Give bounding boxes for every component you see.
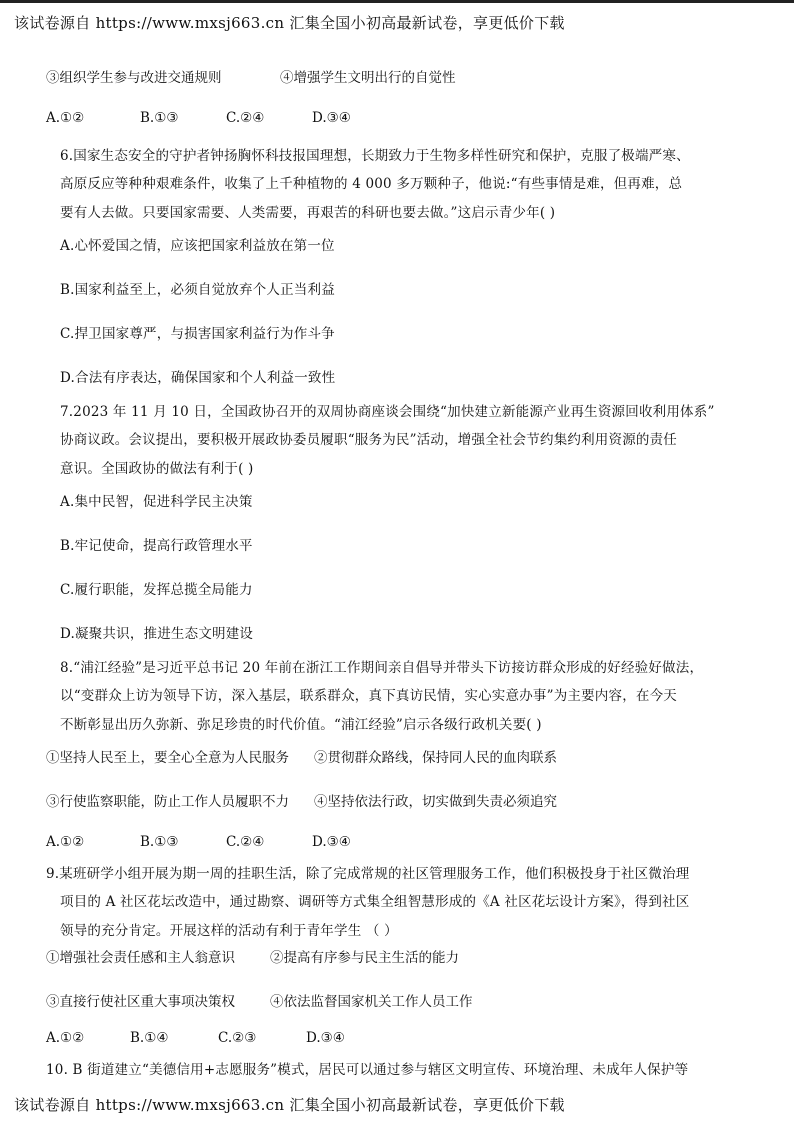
q9-option-c: C.②③ xyxy=(218,1030,257,1046)
q8-option-d: D.③④ xyxy=(312,834,351,850)
q7-stem-line-1: 7.2023 年 11 月 10 日，全国政协召开的双周协商座谈会围绕“加快建立新能源产业再生资源回收利用体系” xyxy=(60,404,715,420)
q8-statement-1: ①坚持人民至上，要全心全意为人民服务 xyxy=(46,750,289,766)
q5-option-a: A.①② xyxy=(46,110,85,126)
q8-stem-line-1: 8.“浦江经验”是习近平总书记 20 年前在浙江工作期间亲自倡导并带头下访接访群众形成的好经验好做法， xyxy=(60,660,704,676)
q9-statement-2: ②提高有序参与民主生活的能力 xyxy=(270,950,459,966)
q8-option-a: A.①② xyxy=(46,834,85,850)
q5-option-d: D.③④ xyxy=(312,110,351,126)
source-banner-top: 该试卷源自 https://www.mxsj663.cn 汇集全国小初高最新试卷，享更低价下载 xyxy=(14,14,565,32)
q6-choice-a: A.心怀爱国之情，应该把国家利益放在第一位 xyxy=(60,238,335,254)
q7-choice-b: B.牢记使命，提高行政管理水平 xyxy=(60,538,253,554)
q9-statement-1: ①增强社会责任感和主人翁意识 xyxy=(46,950,235,966)
q9-stem-line-1: 9.某班研学小组开展为期一周的挂职生活，除了完成常规的社区管理服务工作，他们积极投身于社区微治理 xyxy=(46,866,690,882)
q8-statement-4: ④坚持依法行政，切实做到失责必须追究 xyxy=(314,794,557,810)
q9-stem-line-3: 领导的充分肯定。开展这样的活动有利于青年学生 （ ） xyxy=(60,923,398,939)
q9-option-d: D.③④ xyxy=(306,1030,345,1046)
q8-stem-line-2: 以“变群众上访为领导下访，深入基层，联系群众，真下真访民情，实心实意办事”为主要内容，在今天 xyxy=(60,688,678,704)
q5-option-b: B.①③ xyxy=(140,110,179,126)
top-rule xyxy=(0,0,794,3)
q8-option-b: B.①③ xyxy=(140,834,179,850)
q6-choice-d: D.合法有序表达，确保国家和个人利益一致性 xyxy=(60,370,336,386)
q6-choice-c: C.捍卫国家尊严，与损害国家利益行为作斗争 xyxy=(60,326,335,342)
q5-statement-4: ④增强学生文明出行的自觉性 xyxy=(280,70,456,86)
q8-statement-2: ②贯彻群众路线，保持同人民的血肉联系 xyxy=(314,750,557,766)
q9-statement-3: ③直接行使社区重大事项决策权 xyxy=(46,994,235,1010)
q5-option-c: C.②④ xyxy=(226,110,265,126)
q10-stem-line-1: 10. B 街道建立“美德信用+志愿服务”模式，居民可以通过参与辖区文明宣传、环境治理、未成年人保护等 xyxy=(46,1062,689,1078)
q9-statement-4: ④依法监督国家机关工作人员工作 xyxy=(270,994,473,1010)
q9-stem-line-2: 项目的 A 社区花坛改造中，通过勘察、调研等方式集全组智慧形成的《A 社区花坛设计方案》，得到社区 xyxy=(60,894,690,910)
q7-choice-c: C.履行职能，发挥总揽全局能力 xyxy=(60,582,253,598)
q6-stem-line-3: 要有人去做。只要国家需要、人类需要，再艰苦的科研也要去做。”这启示青少年( ) xyxy=(60,205,556,221)
source-banner-bottom: 该试卷源自 https://www.mxsj663.cn 汇集全国小初高最新试卷，享更低价下载 xyxy=(14,1096,565,1114)
q6-stem-line-1: 6.国家生态安全的守护者钟扬胸怀科技报国理想，长期致力于生物多样性研究和保护，克服了极端严寒、 xyxy=(60,148,690,164)
q7-choice-d: D.凝聚共识，推进生态文明建设 xyxy=(60,626,254,642)
q7-stem-line-3: 意识。全国政协的做法有利于( ) xyxy=(60,461,254,477)
q7-stem-line-2: 协商议政。会议提出，要积极开展政协委员履职“服务为民”活动，增强全社会节约集约利用资源的责任 xyxy=(60,432,678,448)
q8-statement-3: ③行使监察职能，防止工作人员履职不力 xyxy=(46,794,289,810)
q5-statement-3: ③组织学生参与改进交通规则 xyxy=(46,70,222,86)
q8-option-c: C.②④ xyxy=(226,834,265,850)
q9-option-b: B.①④ xyxy=(130,1030,169,1046)
q6-stem-line-2: 高原反应等种种艰难条件，收集了上千种植物的 4 000 多万颗种子，他说:“有些事情是难，但再难，总 xyxy=(60,176,683,192)
q8-stem-line-3: 不断彰显出历久弥新、弥足珍贵的时代价值。“浦江经验”启示各级行政机关要( ) xyxy=(60,717,542,733)
q9-option-a: A.①② xyxy=(46,1030,85,1046)
q6-choice-b: B.国家利益至上，必须自觉放弃个人正当利益 xyxy=(60,282,335,298)
q7-choice-a: A.集中民智，促进科学民主决策 xyxy=(60,494,253,510)
